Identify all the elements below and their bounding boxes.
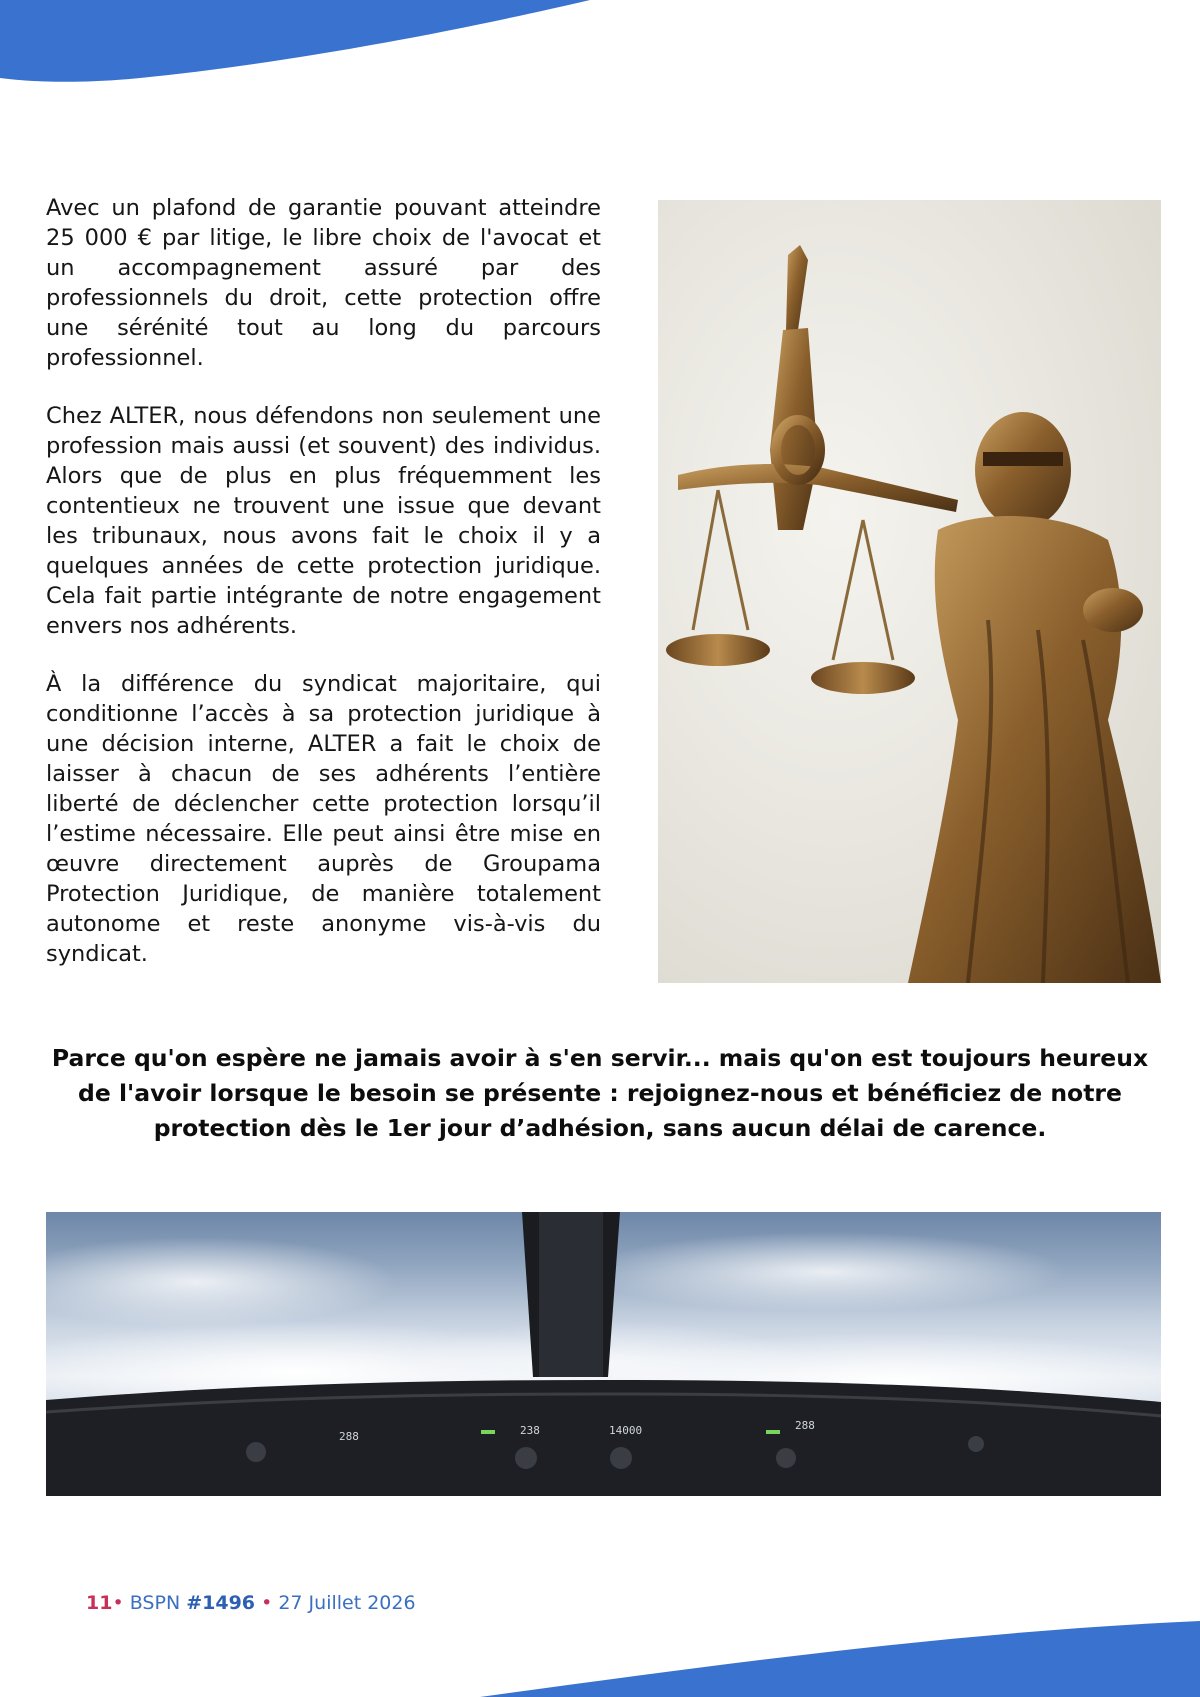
paragraph-protection-autonomy: À la différence du syndicat majoritaire, qui conditionne l’accès à sa protection juridique à une décision interne, ALTER a fait le choix de laisser à chacun de ses adhérents l’entière liberté de déclencher cette protection lorsqu’il l’estime nécessaire. Elle peut ainsi être mise en œuvre directement auprès de Groupama Protection Juridique, de manière totalement autonome et reste anonyme vis-à-vis du syndicat. (46, 671, 601, 967)
tagline-line-2: de l'avoir lorsque le besoin se présente : rejoignez-nous et bénéficiez de notre (78, 1079, 1122, 1107)
cockpit-clouds-photo (46, 1212, 1161, 1496)
bottom-wave-decoration (0, 1607, 1200, 1697)
cockpit-left-speed: 288 (339, 1430, 359, 1443)
body-text-column (46, 193, 601, 997)
paragraph-guarantee: Avec un plafond de garantie pouvant atteindre 25 000 € par litige, le libre choix de l'avocat et un accompagnement assuré par des professionnels du droit, cette protection offre une sérénité tout au long du parcours professionnel. (46, 195, 601, 371)
top-wave-decoration (0, 0, 600, 85)
tagline-line-3: protection dès le 1er jour d’adhésion, sans aucun délai de carence. (153, 1114, 1047, 1142)
issue-number: #1496 (186, 1592, 256, 1614)
tagline-line-1: Parce qu'on espère ne jamais avoir à s'en servir... mais qu'on est toujours heureux (51, 1044, 1149, 1072)
call-to-action-tagline (40, 1041, 1160, 1146)
cockpit-altitude: 14000 (609, 1424, 643, 1437)
paragraph-alter-engagement: Chez ALTER, nous défendons non seulement une profession mais aussi (et souvent) des individus. Alors que de plus en plus fréquemment les contentieux ne trouvent une issue que devant les tribunaux, nous avons fait le choix il y a quelques années de cette protection juridique. Cela fait partie intégrante de notre engagement envers nos adhérents. (46, 403, 601, 639)
publication-date: 27 Juillet 2026 (278, 1592, 416, 1614)
publication-name: BSPN (129, 1592, 181, 1614)
page-number: 11 (86, 1592, 113, 1614)
footer-separator-2: • (261, 1592, 273, 1614)
cockpit-right-speed: 288 (795, 1419, 815, 1432)
lady-justice-photo (658, 200, 1161, 983)
cockpit-heading: 238 (520, 1424, 540, 1437)
footer-separator-1: • (112, 1592, 124, 1614)
